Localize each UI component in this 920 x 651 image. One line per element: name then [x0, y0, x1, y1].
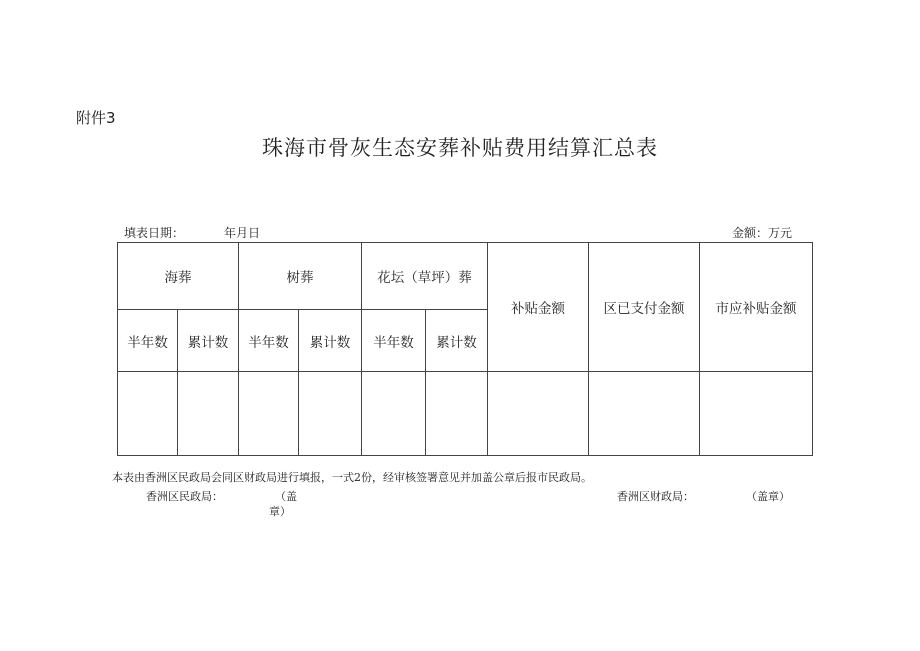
summary-table: [117, 242, 813, 456]
cell-sea-cumulative[interactable]: [178, 372, 239, 456]
civil-affairs-stamp-line1: （盖: [275, 490, 297, 503]
cell-flower-cumulative[interactable]: [426, 372, 488, 456]
attachment-label: 附件3: [76, 109, 116, 127]
header-subsidy-amount: 补贴金额: [488, 243, 589, 372]
civil-affairs-signature-label: 香洲区民政局：: [146, 490, 223, 503]
cell-district-paid-amount[interactable]: [589, 372, 700, 456]
subheader-flower-cumulative: 累计数: [426, 310, 488, 372]
subheader-flower-half-year: 半年数: [362, 310, 426, 372]
cell-subsidy-amount[interactable]: [488, 372, 589, 456]
cell-flower-half-year[interactable]: [362, 372, 426, 456]
header-tree-burial: 树葬: [239, 243, 362, 310]
unit-label: 金额：万元: [732, 226, 793, 240]
subheader-tree-half-year: 半年数: [239, 310, 299, 372]
date-label: 填表日期：: [124, 226, 185, 240]
header-district-paid-amount: 区已支付金额: [589, 243, 700, 372]
date-value: 年月日: [224, 226, 261, 240]
cell-city-payable-amount[interactable]: [700, 372, 813, 456]
finance-stamp: （盖章）: [746, 490, 790, 503]
footer-note: 本表由香洲区民政局会同区财政局进行填报，一式2份，经审核签署意见并加盖公章后报市民政局。: [112, 471, 592, 484]
header-sea-burial: 海葬: [118, 243, 239, 310]
header-city-payable-amount: 市应补贴金额: [700, 243, 813, 372]
finance-signature-label: 香洲区财政局：: [617, 490, 694, 503]
subheader-sea-half-year: 半年数: [118, 310, 178, 372]
cell-tree-cumulative[interactable]: [299, 372, 362, 456]
header-flower-bed-burial: 花坛（草坪）葬: [362, 243, 488, 310]
cell-sea-half-year[interactable]: [118, 372, 178, 456]
page-title: 珠海市骨灰生态安葬补贴费用结算汇总表: [262, 136, 658, 160]
civil-affairs-stamp-line2: 章）: [269, 505, 291, 518]
subheader-tree-cumulative: 累计数: [299, 310, 362, 372]
subheader-sea-cumulative: 累计数: [178, 310, 239, 372]
cell-tree-half-year[interactable]: [239, 372, 299, 456]
